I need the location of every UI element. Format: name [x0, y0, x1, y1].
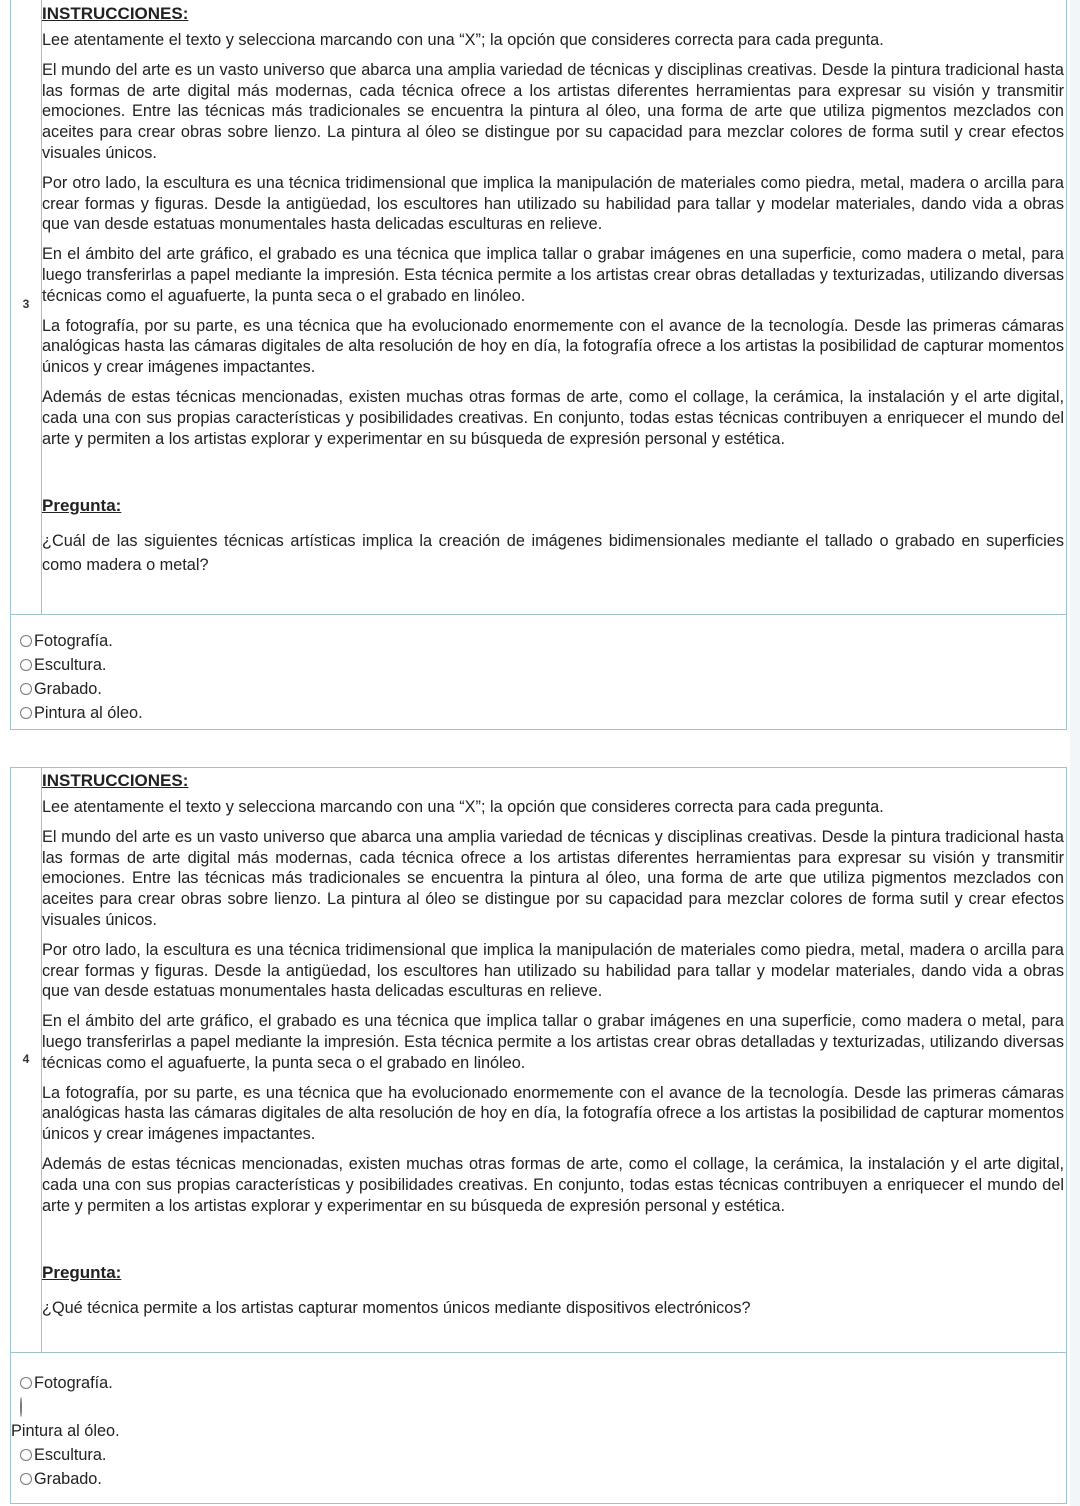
reading-paragraph: La fotografía, por su parte, es una técnica que ha evolucionado enormemente con el avance de la tecnología. Desde las primeras cámaras analógicas hasta las cámaras digitales de alta resolución de hoy en día, la fotografía ofrece a los artistas la posibilidad de capturar momentos únicos y crear imágenes impactantes.	[42, 316, 1064, 377]
option-label: Grabado.	[34, 680, 102, 698]
question-number: 3	[22, 297, 30, 311]
radio-button-icon[interactable]	[20, 635, 32, 647]
answer-option[interactable]	[20, 629, 1066, 653]
reading-paragraph: Por otro lado, la escultura es una técnica tridimensional que implica la manipulación de materiales como piedra, metal, madera o arcilla para crear formas y figuras. Desde la antigüedad, los escultores han utilizado su habilidad para tallar y modelar materiales, dando vida a obras que van desde estatuas monumentales hasta delicadas esculturas en relieve.	[42, 173, 1064, 234]
radio-button-icon[interactable]	[20, 683, 32, 695]
answer-option[interactable]	[20, 1443, 1066, 1467]
question-label: Pregunta:	[42, 1263, 122, 1283]
radio-button-icon[interactable]	[20, 1377, 32, 1389]
option-label: Escultura.	[34, 1446, 107, 1464]
reading-paragraph: En el ámbito del arte gráfico, el grabado es una técnica que implica tallar o grabar imágenes en una superficie, como madera o metal, para luego transferirlas a papel mediante la impresión. Esta técnica permite a los artistas crear obras detalladas y texturizadas, utilizando diversas técnicas como el aguafuerte, la punta seca o el grabado en linóleo.	[42, 1012, 1064, 1072]
option-label: Pintura al óleo.	[34, 704, 143, 722]
question-label: Pregunta:	[42, 496, 122, 516]
answer-option[interactable]	[20, 701, 1066, 725]
answer-option[interactable]	[20, 1371, 1066, 1395]
answer-options	[20, 629, 1066, 725]
reading-paragraph: El mundo del arte es un vasto universo que abarca una amplia variedad de técnicas y disciplinas creativas. Desde la pintura tradicional hasta las formas de arte digital más modernas, cada técnica ofrece a los artistas diferentes herramientas para expresar su visión y transmitir emociones. Entre las técnicas más tradicionales se encuentra la pintura al óleo, una forma de arte que utiliza pigmentos mezclados con aceites para crear obras sobre lienzo. La pintura al óleo se distingue por su capacidad para mezclar colores de forma sutil y crear efectos visuales únicos.	[42, 60, 1064, 162]
question-number-column	[11, 768, 42, 1352]
answer-option[interactable]	[20, 1467, 1066, 1491]
reading-paragraph: El mundo del arte es un vasto universo que abarca una amplia variedad de técnicas y disciplinas creativas. Desde la pintura tradicional hasta las formas de arte digital más modernas, cada técnica ofrece a los artistas diferentes herramientas para expresar su visión y transmitir emociones. Entre las técnicas más tradicionales se encuentra la pintura al óleo, una forma de arte que utiliza pigmentos mezclados con aceites para crear obras sobre lienzo. La pintura al óleo se distingue por su capacidad para mezclar colores de forma sutil y crear efectos visuales únicos.	[42, 827, 1064, 929]
reading-paragraph: En el ámbito del arte gráfico, el grabado es una técnica que implica tallar o grabar imágenes en una superficie, como madera o metal, para luego transferirlas a papel mediante la impresión. Esta técnica permite a los artistas crear obras detalladas y texturizadas, utilizando diversas técnicas como el aguafuerte, la punta seca o el grabado en linóleo.	[42, 245, 1064, 305]
reading-paragraph: Además de estas técnicas mencionadas, existen muchas otras formas de arte, como el collage, la cerámica, la instalación y el arte digital, cada una con sus propias características y posibilidades creativas. En conjunto, todas estas técnicas contribuyen a enriquecer el mundo del arte y permiten a los artistas explorar y experimentar en su búsqueda de expresión personal y estética.	[42, 387, 1064, 448]
radio-button-icon[interactable]	[20, 1473, 32, 1485]
answer-options	[11, 1371, 1066, 1491]
reading-paragraph: Además de estas técnicas mencionadas, existen muchas otras formas de arte, como el collage, la cerámica, la instalación y el arte digital, cada una con sus propias características y posibilidades creativas. En conjunto, todas estas técnicas contribuyen a enriquecer el mundo del arte y permiten a los artistas explorar y experimentar en su búsqueda de expresión personal y estética.	[42, 1154, 1064, 1215]
options-divider	[11, 1352, 1066, 1353]
question-prompt: ¿Qué técnica permite a los artistas capturar momentos únicos mediante dispositivos electrónicos?	[42, 1299, 751, 1318]
instructions-title: INSTRUCCIONES:	[42, 4, 189, 23]
answer-option[interactable]	[20, 653, 1066, 677]
reading-paragraph: Por otro lado, la escultura es una técnica tridimensional que implica la manipulación de materiales como piedra, metal, madera o arcilla para crear formas y figuras. Desde la antigüedad, los escultores han utilizado su habilidad para tallar y modelar materiales, dando vida a obras que van desde estatuas monumentales hasta delicadas esculturas en relieve.	[42, 940, 1064, 1001]
radio-button-icon[interactable]	[20, 1397, 22, 1417]
question-number-column	[11, 0, 42, 614]
instructions-text: Lee atentamente el texto y selecciona marcando con una “X”; la opción que consideres correcta para cada pregunta.	[42, 31, 884, 49]
instructions-title: INSTRUCCIONES:	[42, 771, 189, 790]
question-content	[42, 768, 1064, 1320]
radio-button-icon[interactable]	[20, 659, 32, 671]
question-number: 4	[22, 1052, 30, 1066]
option-label: Grabado.	[34, 1470, 102, 1488]
options-divider	[11, 614, 1066, 615]
option-label: Fotografía.	[34, 632, 113, 650]
question-card-3	[10, 0, 1067, 730]
instructions-text: Lee atentamente el texto y selecciona marcando con una “X”; la opción que consideres correcta para cada pregunta.	[42, 798, 884, 816]
question-content	[42, 0, 1064, 577]
option-label: Escultura.	[34, 656, 107, 674]
option-label: Fotografía.	[34, 1374, 113, 1392]
question-prompt: ¿Cuál de las siguientes técnicas artísticas implica la creación de imágenes bidimensionales mediante el tallado o grabado en superficies como madera o metal?	[42, 532, 1064, 575]
answer-option[interactable]	[11, 1395, 1066, 1443]
radio-button-icon[interactable]	[20, 707, 32, 719]
page-scrollbar[interactable]	[1070, 0, 1080, 1506]
option-label: Pintura al óleo.	[11, 1422, 120, 1440]
reading-paragraph: La fotografía, por su parte, es una técnica que ha evolucionado enormemente con el avance de la tecnología. Desde las primeras cámaras analógicas hasta las cámaras digitales de alta resolución de hoy en día, la fotografía ofrece a los artistas la posibilidad de capturar momentos únicos y crear imágenes impactantes.	[42, 1083, 1064, 1144]
radio-button-icon[interactable]	[20, 1449, 32, 1461]
question-card-4	[10, 767, 1067, 1504]
answer-option[interactable]	[20, 677, 1066, 701]
